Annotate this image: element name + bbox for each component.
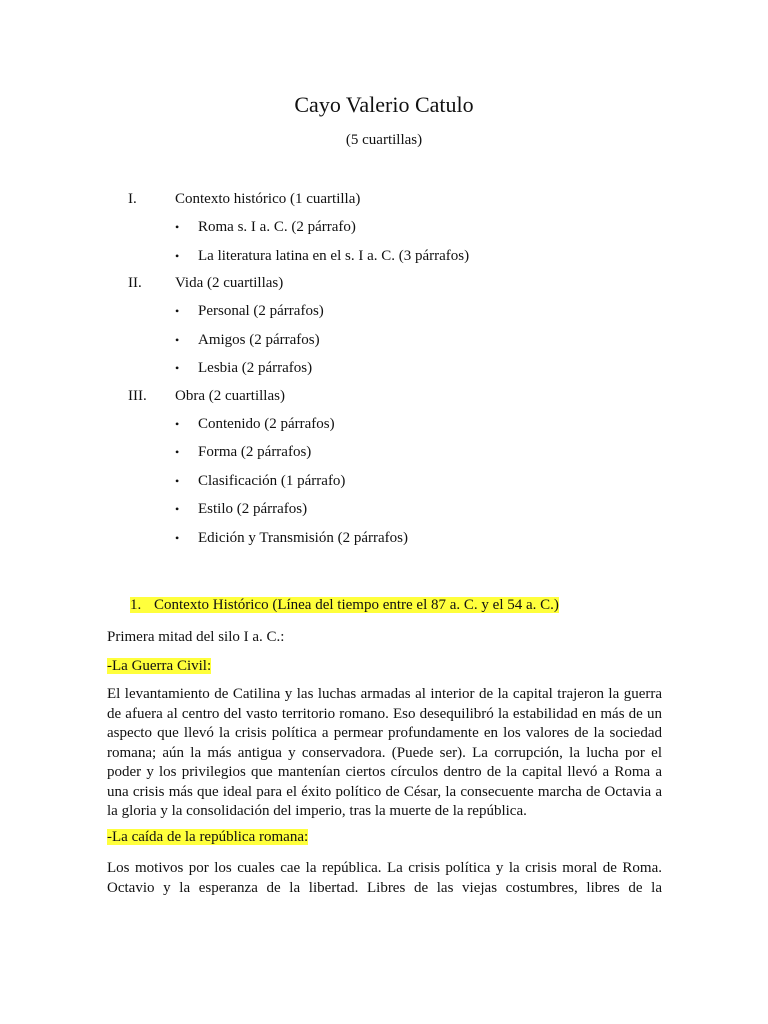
- document-title: Cayo Valerio Catulo: [294, 92, 474, 117]
- bullet-text: Lesbia (2 párrafos): [198, 360, 313, 376]
- paragraph-line: una crisis más que ideal para el éxito político de César, la consecuente marcha de Octavia a: [107, 783, 662, 800]
- bullet-icon: •: [175, 502, 180, 516]
- section-heading-text: Contexto Histórico (Línea del tiempo entre el 87 a. C. y el 54 a. C.): [154, 597, 559, 613]
- bullet-text: Amigos (2 párrafos): [198, 332, 320, 348]
- paragraph: [107, 685, 662, 822]
- bullet-text: Contenido (2 párrafos): [198, 416, 335, 432]
- paragraph-line: aspecto que llevó la crisis política a permear profundamente en los valores de la sociedad: [107, 725, 662, 741]
- bullet-icon: •: [175, 417, 180, 431]
- bullet-text: Estilo (2 párrafos): [198, 501, 308, 517]
- outline-text: Obra (2 cuartillas): [175, 388, 285, 404]
- bullet-text: Clasificación (1 párrafo): [198, 473, 346, 489]
- outline-text: Contexto histórico (1 cuartilla): [175, 191, 361, 207]
- bullet-text: Roma s. I a. C. (2 párrafo): [198, 219, 356, 235]
- bullet-icon: •: [175, 220, 180, 234]
- bullet-icon: •: [175, 361, 180, 375]
- paragraph-line: la gloria y la consolidación del imperio, tras la muerte de la república.: [107, 803, 527, 819]
- paragraph: [107, 859, 662, 898]
- outline-numeral: I.: [128, 191, 137, 207]
- section-heading: [130, 596, 559, 615]
- section-intro: Primera mitad del silo I a. C.:: [107, 629, 285, 645]
- section-number: 1.: [130, 597, 142, 613]
- outline-text: Vida (2 cuartillas): [175, 275, 284, 291]
- subsection-heading: [107, 827, 308, 847]
- outline-numeral: II.: [128, 275, 142, 291]
- paragraph-line: Los motivos por los cuales cae la república. La crisis política y la crisis moral de Roma.: [107, 860, 662, 876]
- bullet-icon: •: [175, 333, 180, 347]
- subsection-heading-text: -La Guerra Civil:: [107, 658, 212, 674]
- bullet-text: Forma (2 párrafos): [198, 444, 312, 460]
- paragraph-line: de afuera al centro del vasto territorio romano. Eso desequilibró la estabilidad en más de un: [107, 705, 662, 722]
- bullet-icon: •: [175, 531, 180, 545]
- subsection-heading: [107, 656, 211, 676]
- paragraph-line: El levantamiento de Catilina y las luchas armadas al interior de la capital trajeron la guerra: [107, 686, 662, 702]
- bullet-icon: •: [175, 249, 180, 263]
- outline-numeral: III.: [128, 388, 147, 404]
- subsection-heading-text: -La caída de la república romana:: [107, 829, 309, 845]
- bullet-text: Personal (2 párrafos): [198, 303, 324, 319]
- paragraph-line: romana; aún la más antigua y conservadora. (Puede ser). La corrupción, la lucha por el: [107, 744, 662, 761]
- document-subtitle: (5 cuartillas): [345, 132, 423, 148]
- bullet-text: Edición y Transmisión (2 párrafos): [198, 530, 408, 546]
- bullet-icon: •: [175, 304, 180, 318]
- section-heading-highlight: [130, 597, 559, 613]
- bullet-icon: •: [175, 474, 180, 488]
- paragraph-line: poder y los privilegios que mantenían ciertos círculos dentro de la capital llevó a Roma a: [107, 764, 662, 780]
- paragraph-line: Octavio y la esperanza de la libertad. Libres de las viejas costumbres, libres de la: [107, 879, 662, 896]
- bullet-text: La literatura latina en el s. I a. C. (3 párrafos): [198, 248, 470, 264]
- bullet-icon: •: [175, 445, 180, 459]
